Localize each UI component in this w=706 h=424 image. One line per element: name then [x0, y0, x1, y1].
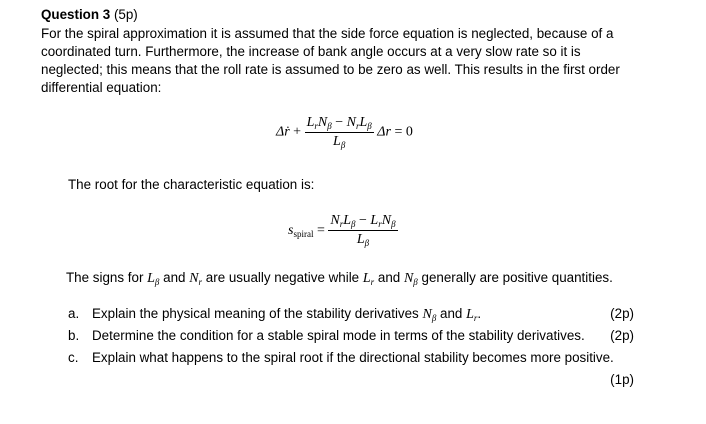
intro-line: For the spiral approximation it is assumed that the side force equation is neglected, because of a [41, 26, 614, 41]
eq1-fraction: $\frac{L_rN_\beta - N_rL_\beta}{L_\beta}$ [306, 115, 372, 150]
subquestion-b: b. Determine the condition for a stable spiral mode in terms of the stability derivatives. [68, 328, 585, 343]
subquestion-c-points: (1p) [610, 372, 634, 387]
question-title: Question 3 [41, 7, 111, 22]
subquestion-b-points: (2p) [610, 328, 634, 343]
eq2-fraction: $\frac{N_rL_\beta - L_rN_\beta}{L_\beta}$ [330, 213, 396, 248]
differential-equation: Δṙ + $\frac{L_rN_\beta - N_rL_\beta}{L_\beta}$ Δr = 0 [276, 115, 413, 150]
question-heading [41, 7, 138, 22]
subquestion-a: a. Explain the physical meaning of the stability derivatives $N_\beta$ and $L_r$. [68, 306, 482, 323]
question-points: (5p) [113, 7, 138, 22]
subquestion-c: c. Explain what happens to the spiral root if the directional stability becomes more positive. [68, 350, 614, 365]
spiral-root-equation: $s_{spiral}$ = $\frac{N_rL_\beta - L_rN_\beta}{L_\beta}$ [288, 213, 396, 248]
intro-line: neglected; this means that the roll rate is assumed to be zero as well. This results in the first order [41, 62, 620, 77]
subquestion-a-points: (2p) [610, 306, 634, 321]
intro-line: coordinated turn. Furthermore, the increase of bank angle occurs at a very slow rate so it is [41, 44, 581, 59]
signs-paragraph: The signs for $L_\beta$ and $N_r$ are usually negative while $L_r$ and $N_\beta$ generally are positive quantities. [66, 270, 613, 287]
root-intro-text: The root for the characteristic equation is: [68, 177, 315, 192]
intro-line: differential equation: [41, 80, 162, 95]
intro-paragraph [41, 25, 671, 97]
